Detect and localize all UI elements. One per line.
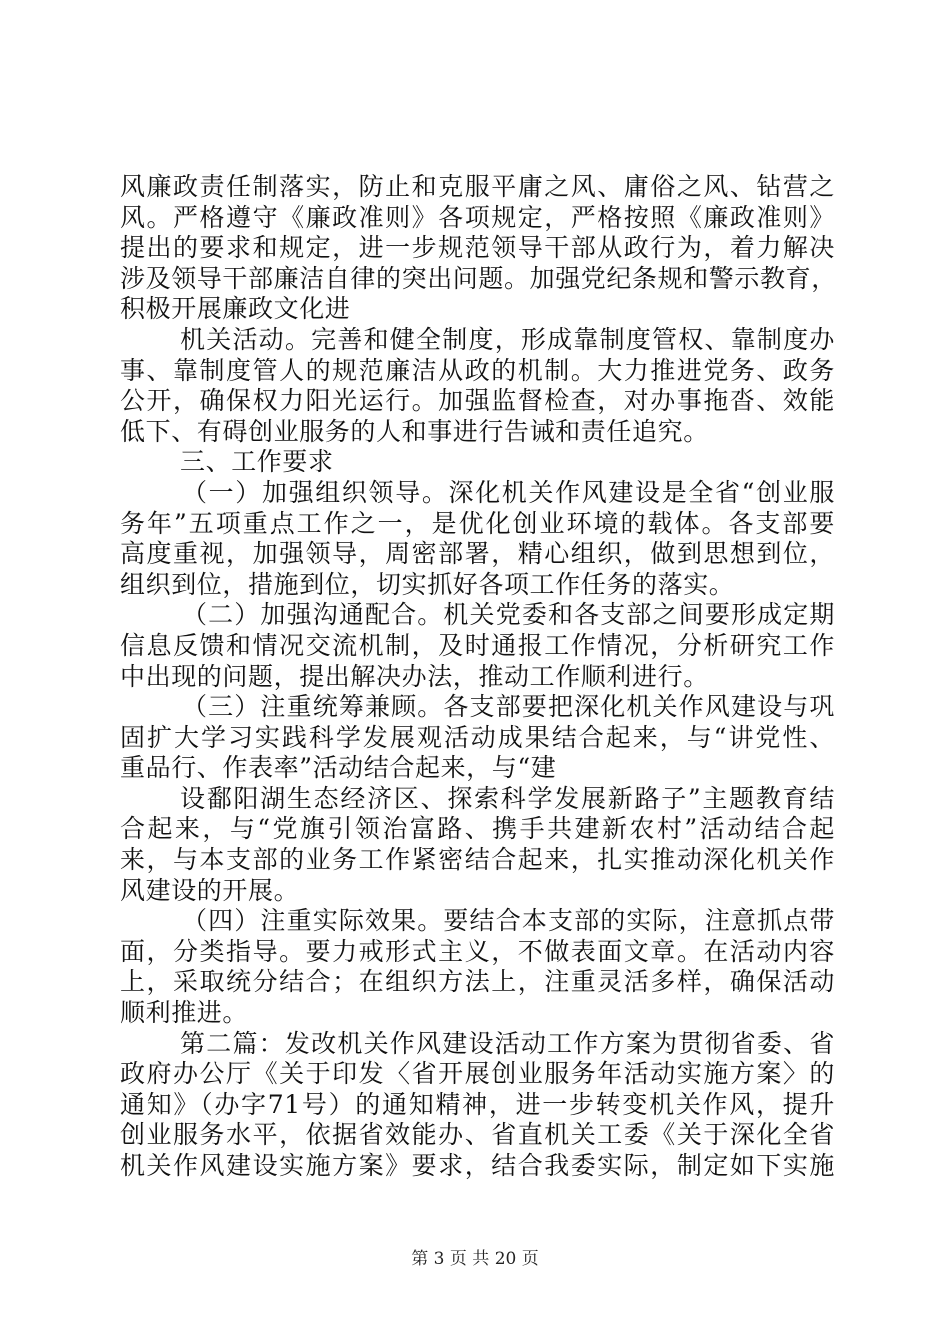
text-line: 务年”五项重点工作之一，是优化创业环境的载体。各支部要 (120, 508, 835, 538)
text-line: （三）注重统筹兼顾。各支部要把深化机关作风建设与巩 (182, 692, 835, 722)
text-line: 设鄱阳湖生态经济区、探索科学发展新路子”主题教育结 (180, 783, 835, 813)
text-line: 重品行、作表率”活动结合起来，与“建 (120, 753, 557, 783)
text-line: （二）加强沟通配合。机关党委和各支部之间要形成定期 (182, 600, 835, 630)
text-line: 组织到位，措施到位，切实抓好各项工作任务的落实。 (120, 569, 735, 599)
text-line: （四）注重实际效果。要结合本支部的实际，注意抓点带 (182, 906, 835, 936)
text-line: 第二篇：发改机关作风建设活动工作方案为贯彻省委、省 (180, 1028, 835, 1058)
text-line: （一）加强组织领导。深化机关作风建设是全省“创业服 (182, 477, 835, 507)
text-line: 上，采取统分结合；在组织方法上，注重灵活多样，确保活动 (120, 967, 835, 997)
text-line: 通知》（办字71号）的通知精神，进一步转变机关作风，提升 (120, 1089, 835, 1119)
text-line: 机关作风建设实施方案》要求，结合我委实际，制定如下实施 (120, 1151, 835, 1180)
text-line: 来，与本支部的业务工作紧密结合起来，扎实推动深化机关作 (120, 845, 835, 875)
text-line: 事、靠制度管人的规范廉洁从政的机制。大力推进党务、政务 (120, 355, 835, 385)
text-line: 信息反馈和情况交流机制，及时通报工作情况，分析研究工作 (120, 630, 835, 660)
text-line: 积极开展廉政文化进 (120, 294, 351, 324)
text-line: 固扩大学习实践科学发展观活动成果结合起来，与“讲党性、 (120, 722, 835, 752)
text-line: 公开，确保权力阳光运行。加强监督检查，对办事拖沓、效能 (120, 386, 835, 416)
text-line: 高度重视，加强领导，周密部署，精心组织，做到思想到位， (120, 539, 835, 569)
text-line: 风廉政责任制落实，防止和克服平庸之风、庸俗之风、钻营之 (120, 172, 835, 201)
text-line: 机关活动。完善和健全制度，形成靠制度管权、靠制度办 (180, 324, 835, 354)
body-text (120, 172, 835, 1182)
text-line: 面，分类指导。要力戒形式主义，不做表面文章。在活动内容 (120, 936, 835, 966)
text-line: 提出的要求和规定，进一步规范领导干部从政行为，着力解决 (120, 233, 835, 263)
text-line: 政府办公厅《关于印发〈省开展创业服务年活动实施方案〉的 (120, 1059, 835, 1089)
text-line: 低下、有碍创业服务的人和事进行告诫和责任追究。 (120, 416, 709, 446)
text-line: 风建设的开展。 (120, 875, 300, 905)
text-line: 中出现的问题，提出解决办法，推动工作顺利进行。 (120, 661, 709, 691)
text-line: 涉及领导干部廉洁自律的突出问题。加强党纪条规和警示教育， (120, 263, 837, 293)
text-line: 合起来，与“党旗引领治富路、携手共建新农村”活动结合起 (120, 814, 835, 844)
page-number-footer: 第 3 页 共 20 页 (411, 1249, 539, 1269)
section-heading: 三、工作要求 (180, 447, 334, 477)
text-line: 风。严格遵守《廉政准则》各项规定，严格按照《廉政准则》 (120, 202, 835, 232)
text-line: 顺利推进。 (120, 998, 249, 1028)
text-line: 创业服务水平，依据省效能办、省直机关工委《关于深化全省 (120, 1120, 835, 1150)
